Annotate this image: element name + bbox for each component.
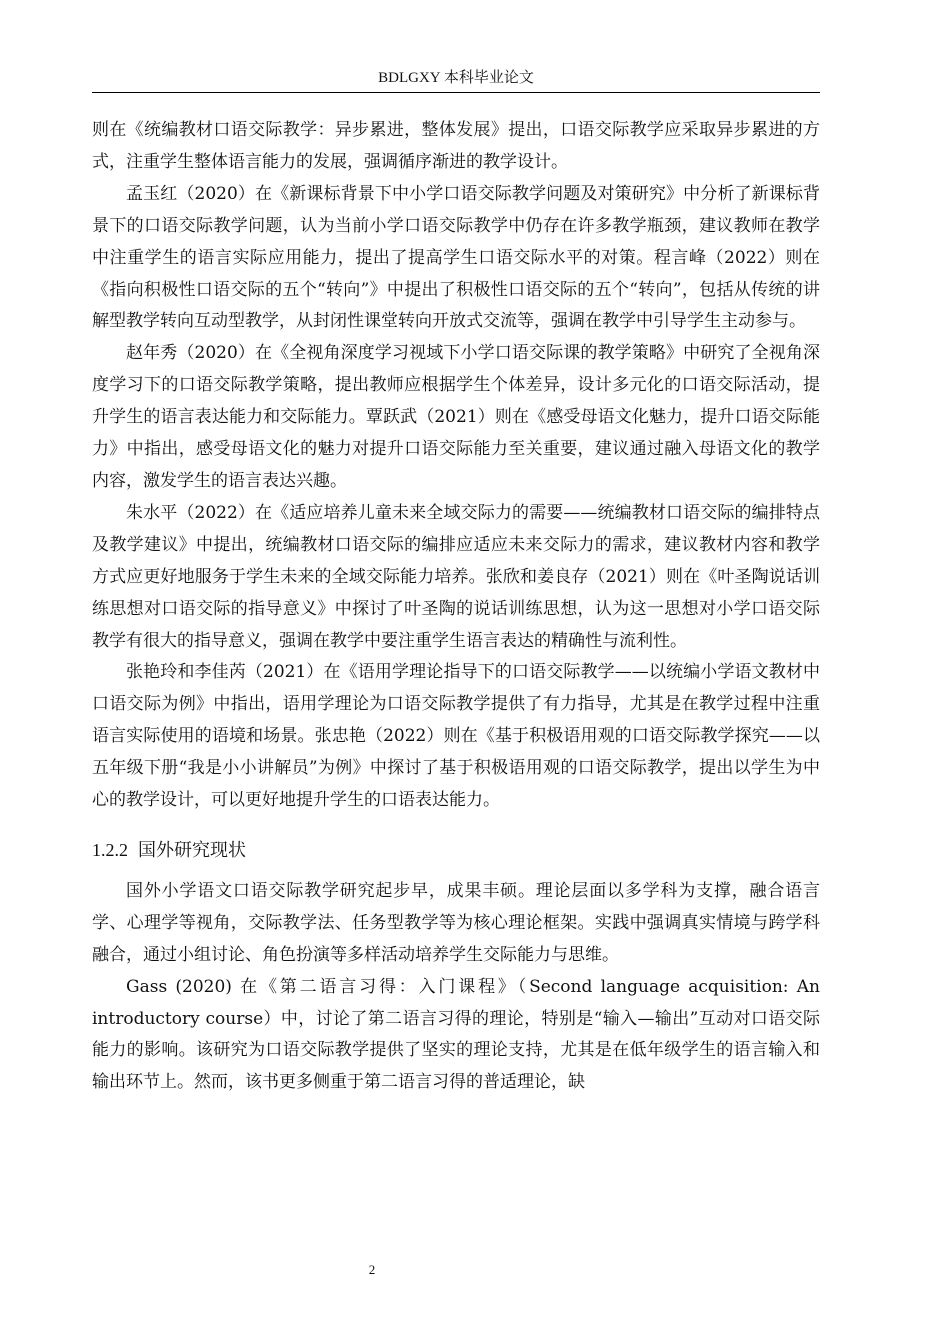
paragraph: 赵年秀（2020）在《全视角深度学习视域下小学口语交际课的教学策略》中研究了全视角深度学习下的口语交际教学策略，提出教师应根据学生个体差异，设计多元化的口语交际活动，提升学生的语言表达能力和交际能力。覃跃武（2021）则在《感受母语文化魅力，提升口语交际能力》中指出，感受母语文化的魅力对提升口语交际能力至关重要，建议通过融入母语文化的教学内容，激发学生的语言表达兴趣。 <box>92 343 820 491</box>
running-header: BDLGXY 本科毕业论文 <box>378 70 534 86</box>
paragraph: 国外小学语文口语交际教学研究起步早，成果丰硕。理论层面以多学科为支撑，融合语言学、心理学等视角，交际教学法、任务型教学等为核心理论框架。实践中强调真实情境与跨学科融合，通过小组讨论、角色扮演等多样活动培养学生交际能力与思维。 <box>92 880 820 965</box>
paragraph: 孟玉红（2020）在《新课标背景下中小学口语交际教学问题及对策研究》中分析了新课标背景下的口语交际教学问题，认为当前小学口语交际教学中仍存在许多教学瓶颈，建议教师在教学中注重学生的语言实际应用能力，提出了提高学生口语交际水平的对策。程言峰（2022）则在《指向积极性口语交际的五个“转向”》中提出了积极性口语交际的五个“转向”，包括从传统的讲解型教学转向互动型教学，从封闭性课堂转向开放式交流等，强调在教学中引导学生主动参与。 <box>92 183 820 332</box>
section-number: 1.2.2 <box>92 839 128 860</box>
paragraph: 则在《统编教材口语交际教学：异步累进，整体发展》提出，口语交际教学应采取异步累进的方式，注重学生整体语言能力的发展，强调循序渐进的教学设计。 <box>92 120 820 172</box>
body-text <box>92 115 820 1099</box>
page-number: 2 <box>368 1262 376 1277</box>
paragraph: 朱水平（2022）在《适应培养儿童未来全域交际力的需要——统编教材口语交际的编排特点及教学建议》中提出，统编教材口语交际的编排应适应未来交际力的需求，建议教材内容和教学方式应更好地服务于学生未来的全域交际能力培养。张欣和姜良存（2021）则在《叶圣陶说话训练思想对口语交际的指导意义》中探讨了叶圣陶的说话训练思想，认为这一思想对小学口语交际教学有很大的指导意义，强调在教学中要注重学生语言表达的精确性与流利性。 <box>92 502 820 651</box>
header-rule <box>92 92 820 93</box>
paragraph: Gass (2020) 在《第二语言习得：入门课程》（Second language acquisition: An introductory course）中，讨论了第二语言习得的理论，特别是“输入—输出”互动对口语交际能力的影响。该研究为口语交际教学提供了坚实的理论支持，尤其是在低年级学生的语言输入和输出环节上。然而，该书更多侧重于第二语言习得的普适理论，缺 <box>92 976 820 1093</box>
section-heading <box>92 835 820 866</box>
section-title: 国外研究现状 <box>138 839 246 861</box>
paragraph: 张艳玲和李佳芮（2021）在《语用学理论指导下的口语交际教学——以统编小学语文教材中口语交际为例》中指出，语用学理论为口语交际教学提供了有力指导，尤其是在教学过程中注重语言实际使用的语境和场景。张忠艳（2022）则在《基于积极语用观的口语交际教学探究——以五年级下册“我是小小讲解员”为例》中探讨了基于积极语用观的口语交际教学，提出以学生为中心的教学设计，可以更好地提升学生的口语表达能力。 <box>92 662 820 811</box>
